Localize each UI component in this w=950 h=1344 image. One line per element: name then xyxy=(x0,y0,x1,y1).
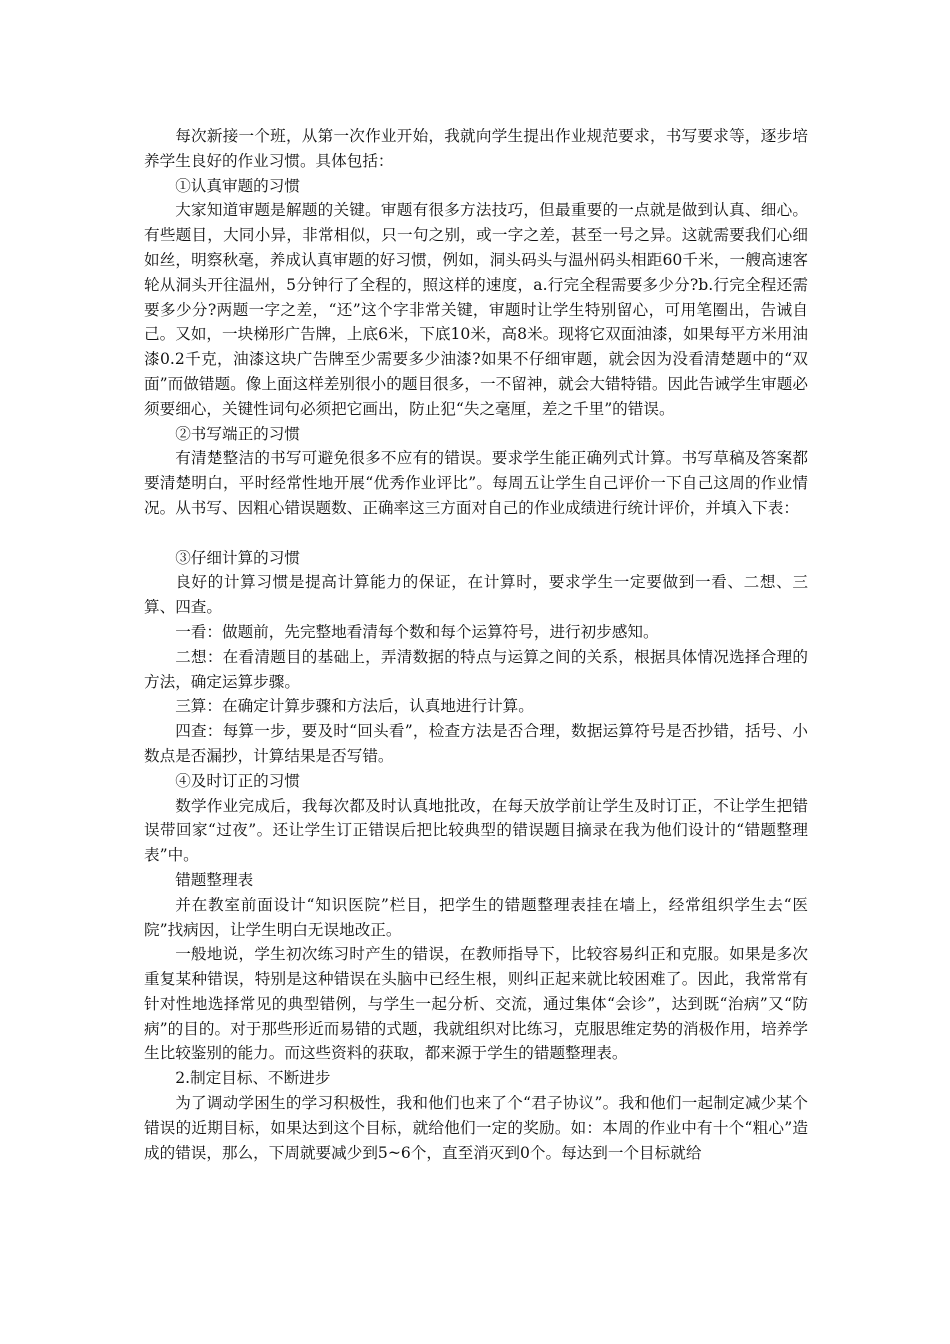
paragraph-review: 大家知道审题是解题的关键。审题有很多方法技巧，但最重要的一点就是做到认真、细心。有些题目，大同小异，非常相似，只一句之别，或一字之差，甚至一号之异。这就需要我们心细如丝，明察秋毫，养成认真审题的好习惯，例如，洞头码头与温州码头相距60千米，一艘高速客轮从洞头开往温州，5分钟行了全程的，照这样的速度，a.行完全程需要多少分?b.行完全程还需要多少分?两题一字之差，“还”这个字非常关键，审题时让学生特别留心，可用笔圈出，告诫自己。又如，一块梯形广告牌，上底6米，下底10米，高8米。现将它双面油漆，如果每平方米用油漆0.2千克，油漆这块广告牌至少需要多少油漆?如果不仔细审题，就会因为没看清楚题中的“双面”而做错题。像上面这样差别很小的题目很多，一不留神，就会大错特错。因此告诫学生审题必须要细心，关键性词句必须把它画出，防止犯“失之毫厘，差之千里”的错误。 xyxy=(144,201,808,418)
paragraph-typical-errors: 一般地说，学生初次练习时产生的错误，在教师指导下，比较容易纠正和克服。如果是多次重复某种错误，特别是这种错误在头脑中已经生根，则纠正起来就比较困难了。因此，我常常有针对性地选择常见的典型错例，与学生一起分析、交流，通过集体“会诊”，达到既“治病”又“防病”的目的。对于那些形近而易错的式题，我就组织对比练习，克服思维定势的消极作用，培养学生比较鉴别的能力。而这些资料的获取，都来源于学生的错题整理表。 xyxy=(144,945,808,1063)
paragraph-step-look: 一看：做题前，先完整地看清每个数和每个运算符号，进行初步感知。 xyxy=(175,622,659,641)
heading-writing-habit: ②书写端正的习惯 xyxy=(175,424,300,443)
heading-error-table: 错题整理表 xyxy=(175,870,254,889)
paragraph-calculation: 良好的计算习惯是提高计算能力的保证，在计算时，要求学生一定要做到一看、二想、三算、四查。 xyxy=(144,573,808,617)
paragraph-writing: 有清楚整洁的书写可避免很多不应有的错误。要求学生能正确列式计算。书写草稿及答案都要清楚明白，平时经常性地开展“优秀作业评比”。每周五让学生自己评价一下自己这周的作业情况。从书写、因粗心错误题数、正确率这三方面对自己的作业成绩进行统计评价，并填入下表： xyxy=(144,449,808,517)
paragraph-correction: 数学作业完成后，我每次都及时认真地批改，在每天放学前让学生及时订正，不让学生把错误带回家“过夜”。还让学生订正错误后把比较典型的错误题目摘录在我为他们设计的“错题整理表”中。 xyxy=(144,796,808,865)
paragraph-knowledge-hospital: 并在教室前面设计“知识医院”栏目，把学生的错题整理表挂在墙上，经常组织学生去“医院”找病因，让学生明白无误地改正。 xyxy=(144,895,808,939)
paragraph-step-think: 二想：在看清题目的基础上，弄清数据的特点与运算之间的关系，根据具体情况选择合理的方法，确定运算步骤。 xyxy=(144,647,808,691)
heading-set-goals: 2.制定目标、不断进步 xyxy=(175,1069,331,1088)
paragraph-goals: 为了调动学困生的学习积极性，我和他们也来了个“君子协议”。我和他们一起制定减少某个错误的近期目标，如果达到这个目标，就给他们一定的奖励。如：本周的作业中有十个“粗心”造成的错误，那么，下周就要减少到5~6个，直至消灭到0个。每达到一个目标就给 xyxy=(144,1094,808,1162)
paragraph-step-compute: 三算：在确定计算步骤和方法后，认真地进行计算。 xyxy=(175,697,534,716)
heading-correction-habit: ④及时订正的习惯 xyxy=(175,771,300,790)
paragraph-step-check: 四查：每算一步，要及时“回头看”，检查方法是否合理，数据运算符号是否抄错，括号、小数点是否漏抄，计算结果是否写错。 xyxy=(144,722,808,765)
heading-calculation-habit: ③仔细计算的习惯 xyxy=(175,548,300,567)
paragraph-intro: 每次新接一个班，从第一次作业开始，我就向学生提出作业规范要求，书写要求等，逐步培养学生良好的作业习惯。具体包括： xyxy=(144,127,808,170)
heading-review-habit: ①认真审题的习惯 xyxy=(175,176,300,195)
blank-line xyxy=(144,521,808,546)
document-body xyxy=(144,124,808,1165)
